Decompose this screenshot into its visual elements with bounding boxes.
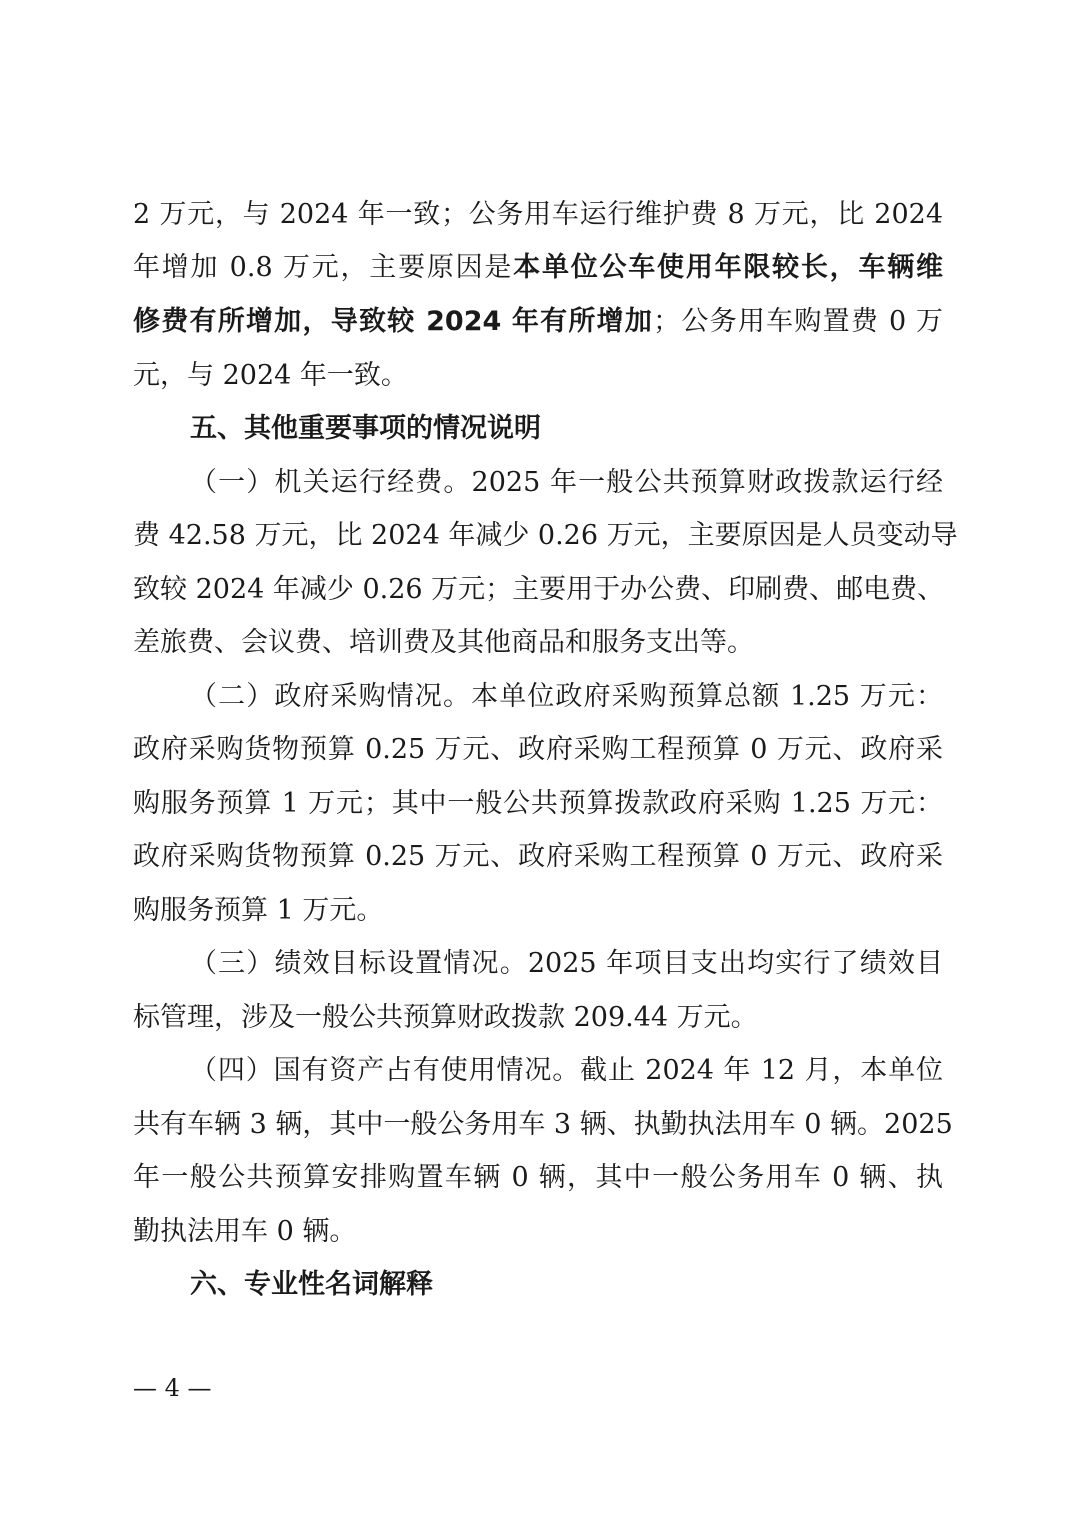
section-heading: 六、专业性名词解释 [190, 1269, 433, 1300]
paragraph-line: 标管理，涉及一般公共预算财政拨款 209.44 万元。 [133, 1002, 758, 1033]
paragraph-text: ；公务用车购置费 0 万 [653, 306, 943, 337]
paragraph-line: 勤执法用车 0 辆。 [133, 1216, 357, 1247]
bold-reason-text: 本单位公车使用年限较长，车辆维 [513, 252, 944, 283]
paragraph-line: 年一般公共预算安排购置车辆 0 辆，其中一般公务用车 0 辆、执 [133, 1162, 943, 1193]
paragraph-line: （四）国有资产占有使用情况。截止 2024 年 12 月，本单位 [190, 1055, 943, 1086]
paragraph-line: 政府采购货物预算 0.25 万元、政府采购工程预算 0 万元、政府采 [133, 841, 943, 872]
bold-reason-text: 修费有所增加，导致较 2024 年有所增加 [133, 306, 654, 337]
page-number: — 4 — [133, 1374, 212, 1402]
paragraph-line: 购服务预算 1 万元。 [133, 895, 384, 926]
paragraph-line: 致较 2024 年减少 0.26 万元；主要用于办公费、印刷费、邮电费、 [133, 574, 945, 605]
paragraph-line: 共有车辆 3 辆，其中一般公务用车 3 辆、执勤执法用车 0 辆。2025 [133, 1109, 953, 1140]
paragraph-line: （二）政府采购情况。本单位政府采购预算总额 1.25 万元： [190, 681, 943, 712]
paragraph-line: 费 42.58 万元，比 2024 年减少 0.26 万元，主要原因是人员变动导 [133, 520, 958, 551]
paragraph-line [133, 294, 943, 350]
paragraph-line [133, 240, 943, 296]
section-heading: 五、其他重要事项的情况说明 [190, 413, 541, 444]
paragraph-line: 2 万元，与 2024 年一致；公务用车运行维护费 8 万元，比 2024 [133, 199, 943, 230]
paragraph-line: 政府采购货物预算 0.25 万元、政府采购工程预算 0 万元、政府采 [133, 734, 943, 765]
paragraph-text: 年增加 0.8 万元，主要原因是 [133, 252, 514, 283]
paragraph-line: 差旅费、会议费、培训费及其他商品和服务支出等。 [133, 627, 754, 658]
paragraph-line: 元，与 2024 年一致。 [133, 360, 408, 391]
paragraph-line: （三）绩效目标设置情况。2025 年项目支出均实行了绩效目 [190, 948, 943, 979]
paragraph-line: 购服务预算 1 万元；其中一般公共预算拨款政府采购 1.25 万元： [133, 788, 943, 819]
paragraph-line: （一）机关运行经费。2025 年一般公共预算财政拨款运行经 [190, 467, 943, 498]
